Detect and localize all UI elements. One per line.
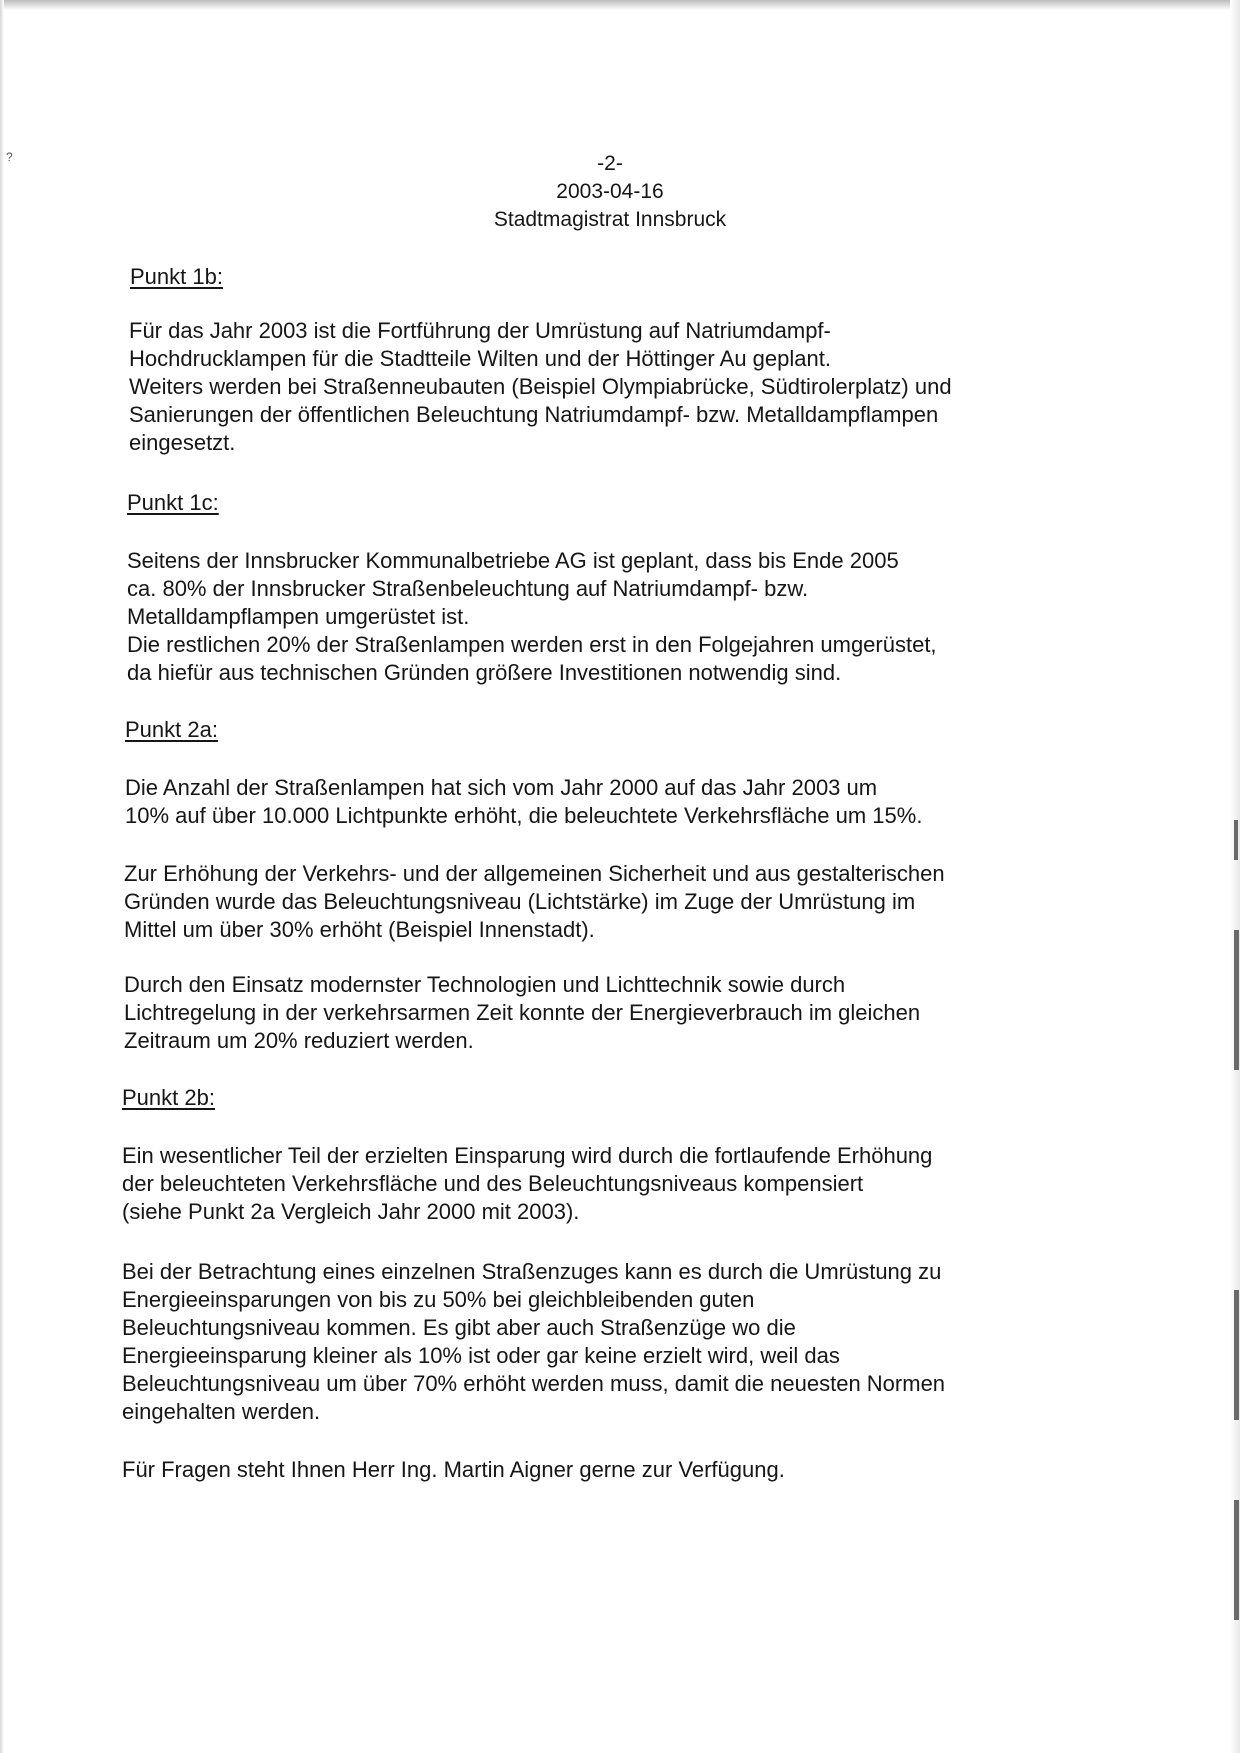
- scan-edge-mark: [1234, 1500, 1239, 1620]
- paragraph: [122, 1258, 945, 1426]
- text-line: Gründen wurde das Beleuchtungsniveau (Lichtstärke) im Zuge der Umrüstung im: [124, 889, 916, 914]
- paragraph: [124, 971, 920, 1055]
- scan-mark: ?: [6, 150, 13, 164]
- text-line: Metalldampflampen umgerüstet ist.: [127, 604, 470, 629]
- letter-header: [430, 150, 790, 234]
- text-line: Beleuchtungsniveau kommen. Es gibt aber auch Straßenzüge wo die: [122, 1315, 796, 1340]
- text-line: eingehalten werden.: [122, 1399, 321, 1424]
- text-line: Zur Erhöhung der Verkehrs- und der allgemeinen Sicherheit und aus gestalterischen: [124, 861, 945, 886]
- section-heading-2b: Punkt 2b:: [122, 1085, 215, 1110]
- text-line: Weiters werden bei Straßenneubauten (Beispiel Olympiabrücke, Südtirolerplatz) und: [129, 374, 952, 399]
- letter-date: 2003-04-16: [556, 180, 664, 203]
- text-line: Ein wesentlicher Teil der erzielten Einsparung wird durch die fortlaufende Erhöhung: [122, 1143, 933, 1168]
- text-line: Seitens der Innsbrucker Kommunalbetriebe AG ist geplant, dass bis Ende 2005: [127, 548, 899, 573]
- scan-edge-mark: [1234, 1290, 1239, 1420]
- paragraph: [122, 1142, 932, 1226]
- scan-edge-mark: [1234, 820, 1238, 860]
- text-line: 10% auf über 10.000 Lichtpunkte erhöht, die beleuchtete Verkehrsfläche um 15%.: [125, 803, 923, 828]
- scan-edge-left: [0, 0, 4, 1753]
- text-line: da hiefür aus technischen Gründen größere Investitionen notwendig sind.: [127, 660, 842, 685]
- scan-edge-right: [1230, 0, 1240, 1753]
- text-line: Für das Jahr 2003 ist die Fortführung der Umrüstung auf Natriumdampf-: [129, 318, 831, 343]
- section-heading-2a: Punkt 2a:: [125, 717, 218, 742]
- text-line: der beleuchteten Verkehrsfläche und des Beleuchtungsniveaus kompensiert: [122, 1171, 864, 1196]
- paragraph: [125, 774, 922, 830]
- section-heading-1b: Punkt 1b:: [130, 264, 223, 289]
- text-line: (siehe Punkt 2a Vergleich Jahr 2000 mit 2003).: [122, 1199, 580, 1224]
- text-line: Sanierungen der öffentlichen Beleuchtung Natriumdampf- bzw. Metalldampflampen: [129, 402, 939, 427]
- text-line: ca. 80% der Innsbrucker Straßenbeleuchtung auf Natriumdampf- bzw.: [127, 576, 809, 601]
- text-line: Für Fragen steht Ihnen Herr Ing. Martin Aigner gerne zur Verfügung.: [122, 1457, 785, 1482]
- text-line: Die Anzahl der Straßenlampen hat sich vom Jahr 2000 auf das Jahr 2003 um: [125, 775, 878, 800]
- paragraph: [127, 547, 937, 687]
- sender-office: Stadtmagistrat Innsbruck: [493, 208, 727, 231]
- text-line: Energieeinsparung kleiner als 10% ist oder gar keine erzielt wird, weil das: [122, 1343, 840, 1368]
- page-number: -2-: [597, 152, 623, 175]
- paragraph: [124, 860, 945, 944]
- paragraph: [122, 1456, 785, 1484]
- paragraph: [129, 317, 952, 457]
- text-line: Lichtregelung in der verkehrsarmen Zeit konnte der Energieverbrauch im gleichen: [124, 1000, 921, 1025]
- section-heading-1c: Punkt 1c:: [127, 490, 219, 515]
- text-line: Durch den Einsatz modernster Technologien und Lichttechnik sowie durch: [124, 972, 846, 997]
- text-line: Hochdrucklampen für die Stadtteile Wilten und der Höttinger Au geplant.: [129, 346, 831, 371]
- scan-edge-top: [0, 0, 1240, 10]
- text-line: Bei der Betrachtung eines einzelnen Straßenzuges kann es durch die Umrüstung zu: [122, 1259, 942, 1284]
- text-line: Energieeinsparungen von bis zu 50% bei gleichbleibenden guten: [122, 1287, 755, 1312]
- text-line: Zeitraum um 20% reduziert werden.: [124, 1028, 474, 1053]
- text-line: Beleuchtungsniveau um über 70% erhöht werden muss, damit die neuesten Normen: [122, 1371, 946, 1396]
- text-line: Die restlichen 20% der Straßenlampen werden erst in den Folgejahren umgerüstet,: [127, 632, 937, 657]
- text-line: Mittel um über 30% erhöht (Beispiel Innenstadt).: [124, 917, 595, 942]
- scan-edge-mark: [1234, 930, 1239, 1070]
- text-line: eingesetzt.: [129, 430, 236, 455]
